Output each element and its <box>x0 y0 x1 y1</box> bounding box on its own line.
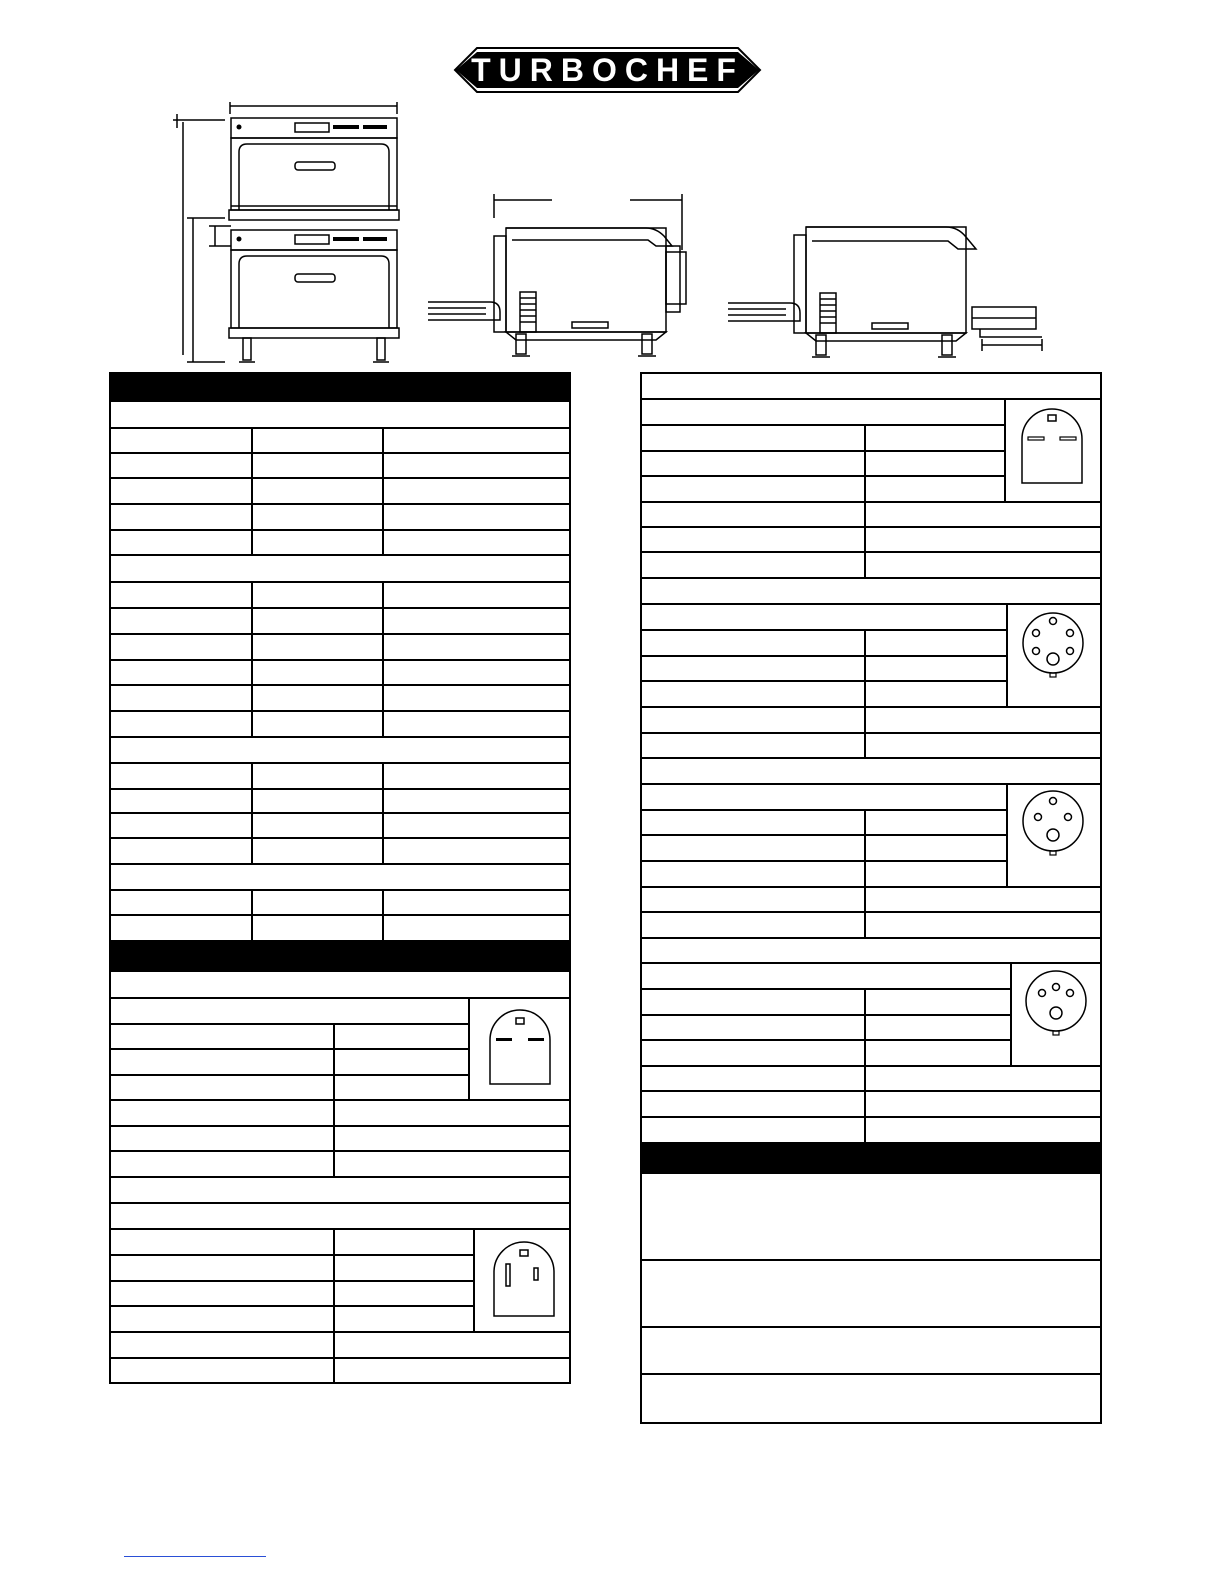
oven-front-drawing <box>165 100 405 370</box>
turbochef-logo <box>455 40 760 100</box>
logo-wordmark: TURBOCHEF <box>471 51 744 88</box>
iec-5-pin-plug-icon <box>1016 607 1096 697</box>
nema-plug-icon-3 <box>1012 403 1092 493</box>
specifications-table <box>109 372 571 942</box>
nema-plug-icon-1 <box>480 1002 560 1092</box>
notes-table <box>640 1142 1102 1424</box>
footer-link[interactable] <box>124 1556 266 1557</box>
specifications-header-bar <box>109 372 571 402</box>
oven-side-drawing <box>420 190 710 370</box>
iec-4-pin-plug-icon <box>1016 787 1096 877</box>
iec-3-pin-plug-icon <box>1020 967 1100 1057</box>
electrical-header-bar <box>109 940 571 972</box>
oven-side-conveyor-drawing <box>720 215 1050 370</box>
nema-plug-icon-2 <box>484 1234 564 1324</box>
notes-header-bar <box>640 1142 1102 1174</box>
